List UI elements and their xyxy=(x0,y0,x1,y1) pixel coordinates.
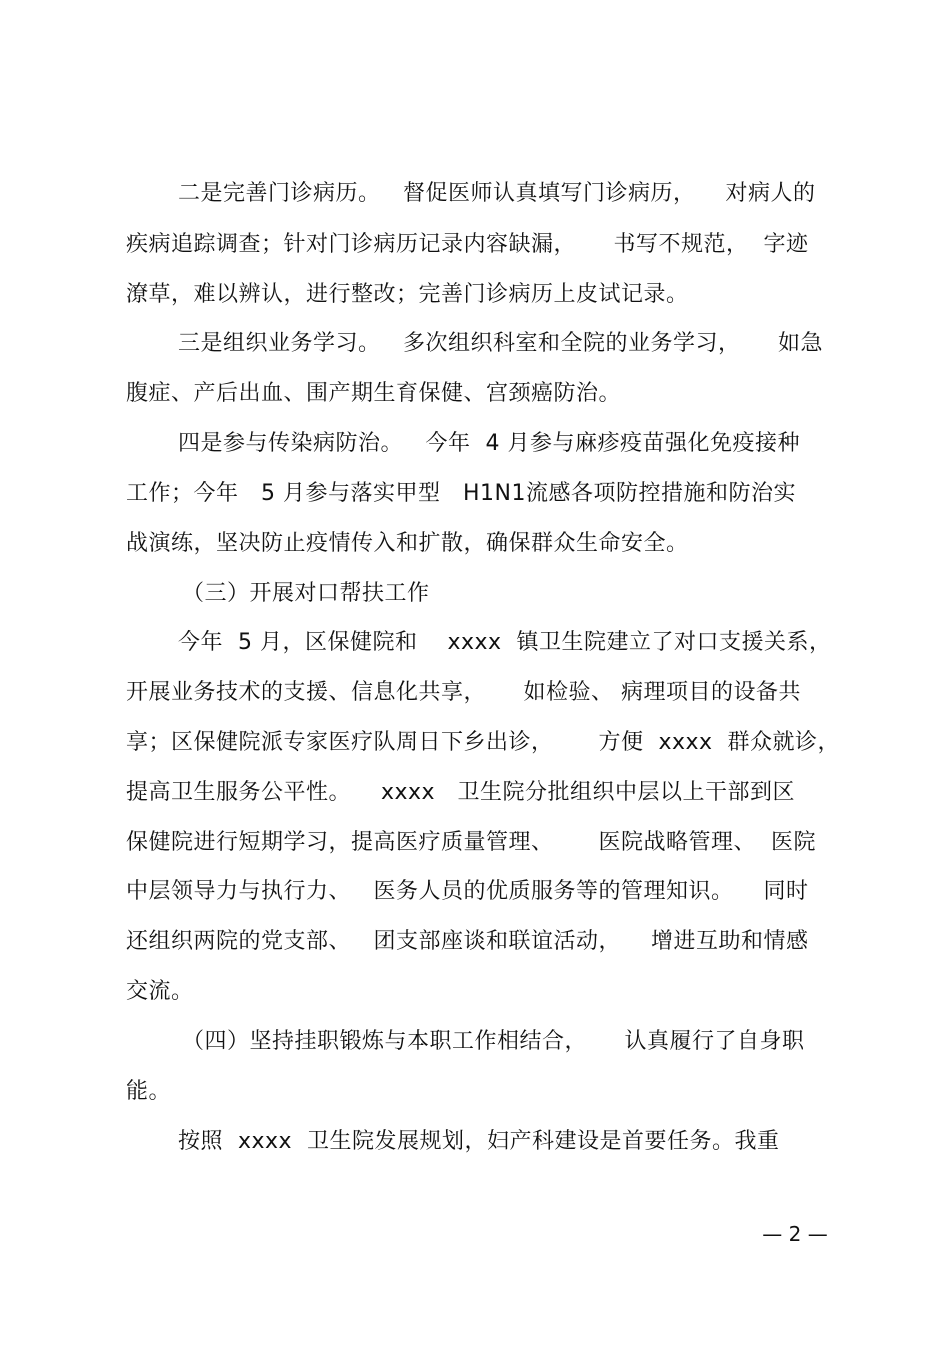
paragraph-line: 按照 xxxx 卫生院发展规划，妇产科建设是首要任务。我重 xyxy=(178,1129,780,1154)
paragraph-line: 二是完善门诊病历。 督促医师认真填写门诊病历， 对病人的 xyxy=(178,181,816,206)
paragraph-line: 三是组织业务学习。 多次组织科室和全院的业务学习， 如急 xyxy=(178,331,823,356)
paragraph-line: 还组织两院的党支部、 团支部座谈和联谊活动， 增进互助和情感 xyxy=(126,929,809,954)
paragraph-line: 腹症、产后出血、围产期生育保健、宫颈癌防治。 xyxy=(126,381,622,406)
paragraph-line: 享；区保健院派专家医疗队周日下乡出诊， 方便 xxxx 群众就诊， xyxy=(126,730,841,755)
paragraph-line: 中层领导力与执行力、 医务人员的优质服务等的管理知识。 同时 xyxy=(126,879,809,904)
paragraph-line: 疾病追踪调查；针对门诊病历记录内容缺漏， 书写不规范， 字迹 xyxy=(126,232,809,257)
paragraph-line: 战演练，坚决防止疫情传入和扩散，确保群众生命安全。 xyxy=(126,531,689,556)
section-heading: （四）坚持挂职锻炼与本职工作相结合， 认真履行了自身职 xyxy=(182,1029,805,1054)
paragraph-line: 保健院进行短期学习，提高医疗质量管理、 医院战略管理、 医院 xyxy=(126,830,816,855)
paragraph-line: 工作；今年 5 月参与落实甲型 H1N1流感各项防控措施和防治实 xyxy=(126,481,796,506)
paragraph-line: 能。 xyxy=(126,1079,172,1104)
paragraph-line: 开展业务技术的支援、信息化共享， 如检验、 病理项目的设备共 xyxy=(126,680,801,705)
paragraph-line: 潦草，难以辨认，进行整改；完善门诊病历上皮试记录。 xyxy=(126,282,689,307)
paragraph-line: 四是参与传染病防治。 今年 4 月参与麻疹疫苗强化免疫接种 xyxy=(178,431,800,456)
paragraph-line: 提高卫生服务公平性。 xxxx 卫生院分批组织中层以上干部到区 xyxy=(126,780,796,805)
paragraph-line: 交流。 xyxy=(126,979,194,1004)
paragraph-line: 今年 5 月，区保健院和 xxxx 镇卫生院建立了对口支援关系， xyxy=(178,630,832,655)
page-number: — 2 — xyxy=(762,1222,828,1246)
section-heading: （三）开展对口帮扶工作 xyxy=(182,581,430,606)
